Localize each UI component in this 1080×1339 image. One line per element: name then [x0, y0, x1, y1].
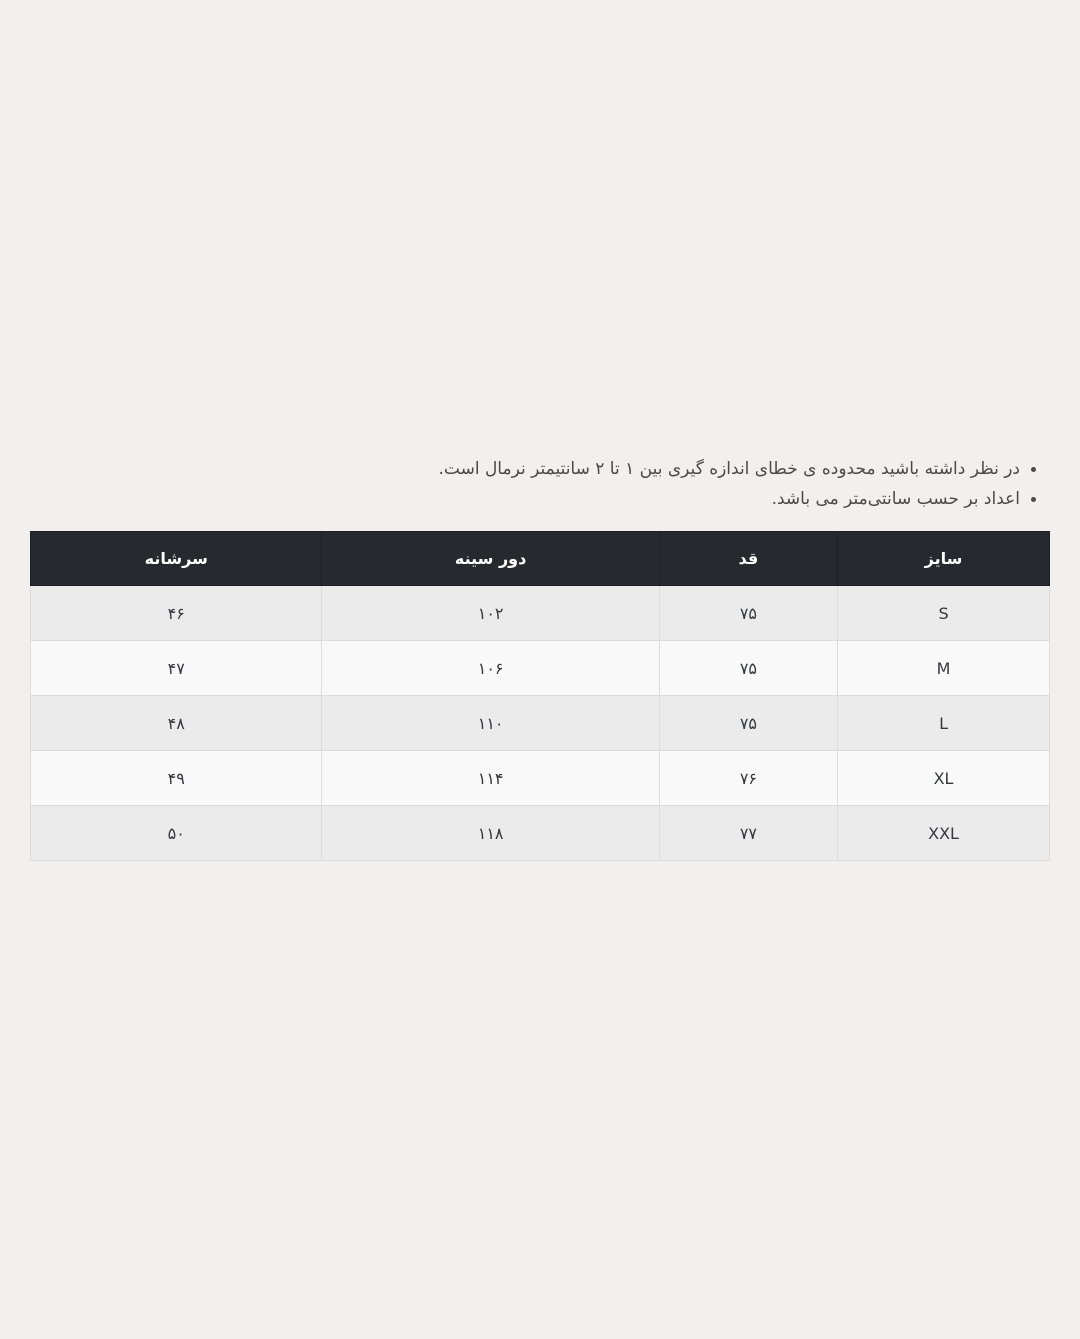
length-cell: ۷۵ [659, 641, 837, 696]
shoulder-cell: ۴۷ [31, 641, 322, 696]
size-cell: S [838, 586, 1050, 641]
chest-cell: ۱۰۶ [322, 641, 659, 696]
column-header-chest: دور سینه [322, 532, 659, 586]
shoulder-cell: ۴۶ [31, 586, 322, 641]
table-row [31, 806, 1050, 861]
table-row [31, 696, 1050, 751]
size-cell: L [838, 696, 1050, 751]
table-row [31, 641, 1050, 696]
measurement-notes [0, 454, 1040, 514]
size-cell: M [838, 641, 1050, 696]
length-cell: ۷۶ [659, 751, 837, 806]
size-cell: XL [838, 751, 1050, 806]
shoulder-cell: ۵۰ [31, 806, 322, 861]
note-item: • اعداد بر حسب سانتی‌متر می باشد. [0, 484, 1020, 514]
shoulder-cell: ۴۹ [31, 751, 322, 806]
length-cell: ۷۵ [659, 696, 837, 751]
size-chart [30, 531, 1050, 861]
table-row [31, 751, 1050, 806]
chest-cell: ۱۱۸ [322, 806, 659, 861]
column-header-size: سایز [838, 532, 1050, 586]
chest-cell: ۱۰۲ [322, 586, 659, 641]
chest-cell: ۱۱۰ [322, 696, 659, 751]
size-chart-table [30, 531, 1050, 861]
header-row [31, 532, 1050, 586]
shoulder-cell: ۴۸ [31, 696, 322, 751]
length-cell: ۷۷ [659, 806, 837, 861]
note-item: • در نظر داشته باشید محدوده ی خطای اندازه گیری بین ۱ تا ۲ سانتیمتر نرمال است. [0, 454, 1020, 484]
column-header-shoulder: سرشانه [31, 532, 322, 586]
length-cell: ۷۵ [659, 586, 837, 641]
size-cell: XXL [838, 806, 1050, 861]
table-row [31, 586, 1050, 641]
chest-cell: ۱۱۴ [322, 751, 659, 806]
column-header-length: قد [659, 532, 837, 586]
